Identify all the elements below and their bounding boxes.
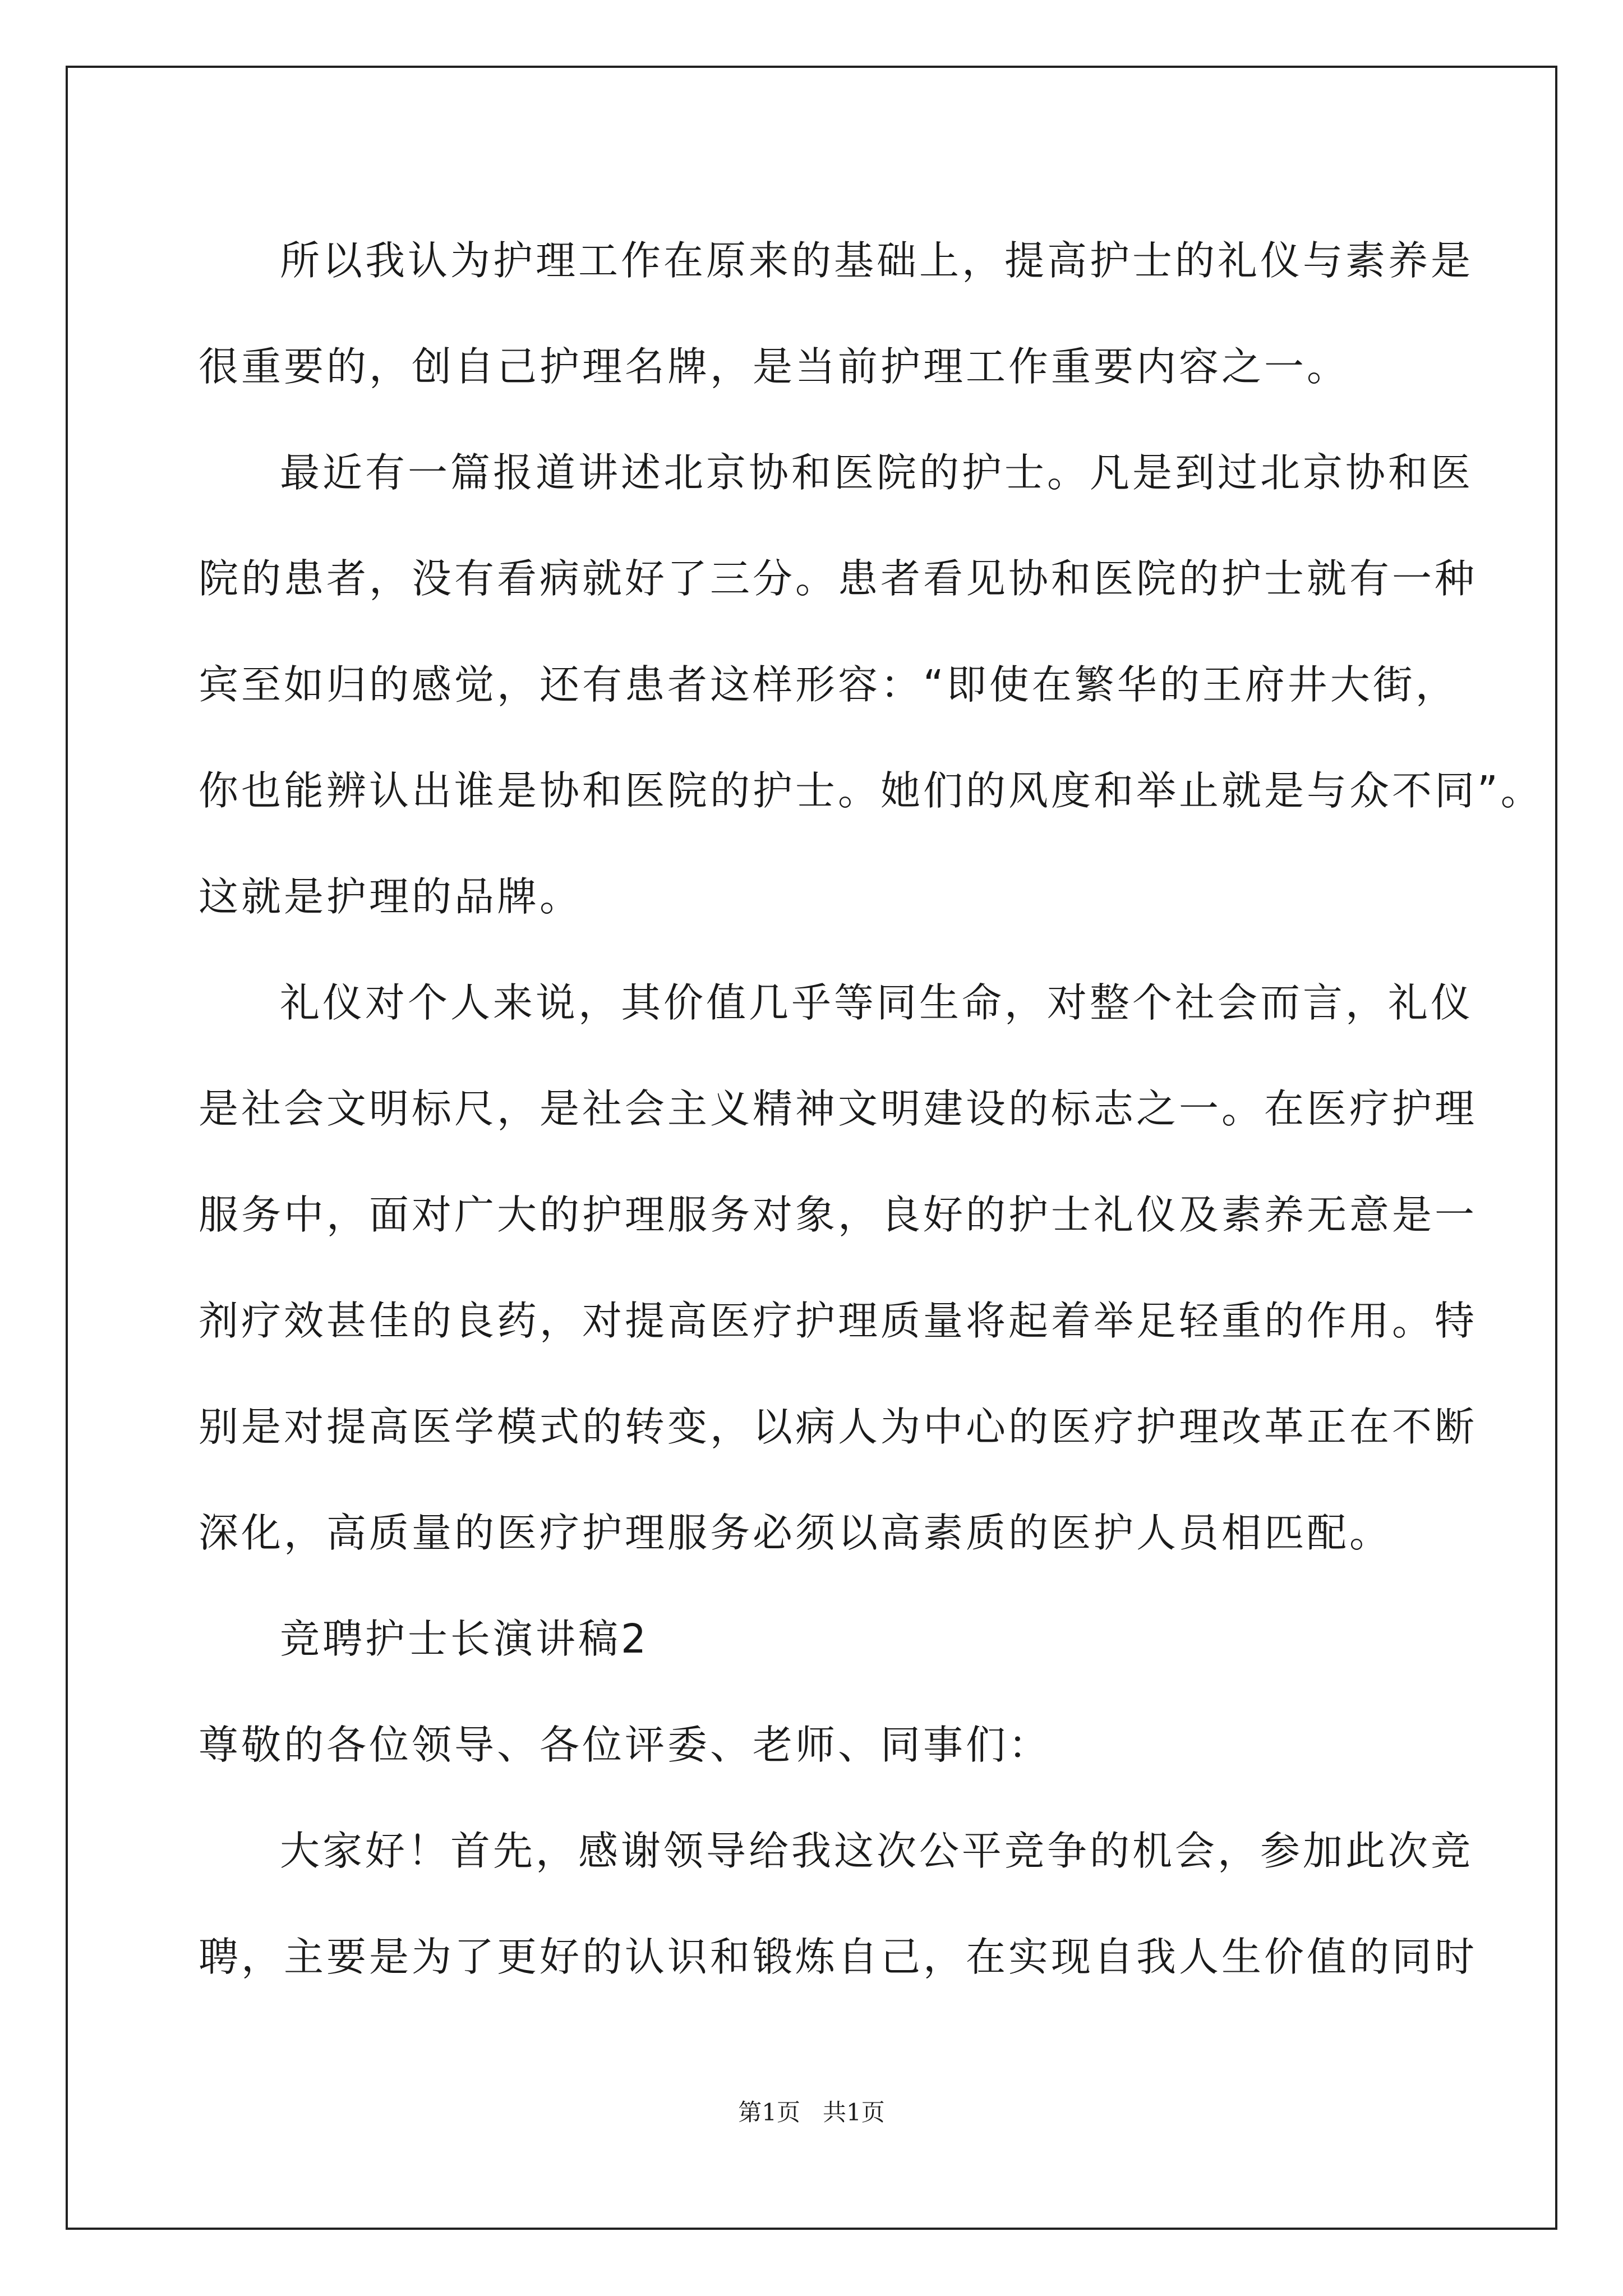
page-footer: 第1页 共1页 xyxy=(738,2099,885,2126)
body-text-line: 院的患者，没有看病就好了三分。患者看见协和医院的护士就有一种 xyxy=(199,555,1478,602)
body-text-line: 服务中，面对广大的护理服务对象，良好的护士礼仪及素养无意是一 xyxy=(199,1191,1478,1238)
body-text-line: 最近有一篇报道讲述北京协和医院的护士。凡是到过北京协和医 xyxy=(280,449,1474,496)
section-heading: 竞聘护士长演讲稿2 xyxy=(280,1616,649,1662)
body-text-line: 很重要的，创自己护理名牌，是当前护理工作重要内容之一。 xyxy=(199,343,1350,390)
body-text-line: 礼仪对个人来说，其价值几乎等同生命，对整个社会而言，礼仪 xyxy=(280,979,1474,1026)
body-text-line: 别是对提高医学模式的转变，以病人为中心的医疗护理改革正在不断 xyxy=(199,1404,1478,1450)
salutation-line: 尊敬的各位领导、各位评委、老师、同事们： xyxy=(199,1722,1052,1768)
body-text-line: 所以我认为护理工作在原来的基础上，提高护士的礼仪与素养是 xyxy=(280,237,1474,284)
body-text-line: 这就是护理的品牌。 xyxy=(199,873,583,920)
body-text-line: 聘，主要是为了更好的认识和锻炼自己，在实现自我人生价值的同时 xyxy=(199,1934,1478,1980)
body-text-line: 深化，高质量的医疗护理服务必须以高素质的医护人员相匹配。 xyxy=(199,1510,1393,1556)
body-text-line: 是社会文明标尺，是社会主义精神文明建设的标志之一。在医疗护理 xyxy=(199,1085,1478,1132)
body-text-line: 你也能辨认出谁是协和医院的护士。她们的风度和举止就是与众不同”。 xyxy=(199,767,1543,814)
body-text-line: 宾至如归的感觉，还有患者这样形容：“即使在繁华的王府井大街， xyxy=(199,661,1458,708)
body-text-line: 剂疗效甚佳的良药，对提高医疗护理质量将起着举足轻重的作用。特 xyxy=(199,1297,1478,1344)
document-body xyxy=(199,208,1543,2010)
body-text-line: 大家好！首先，感谢领导给我这次公平竞争的机会，参加此次竞 xyxy=(280,1828,1474,1874)
